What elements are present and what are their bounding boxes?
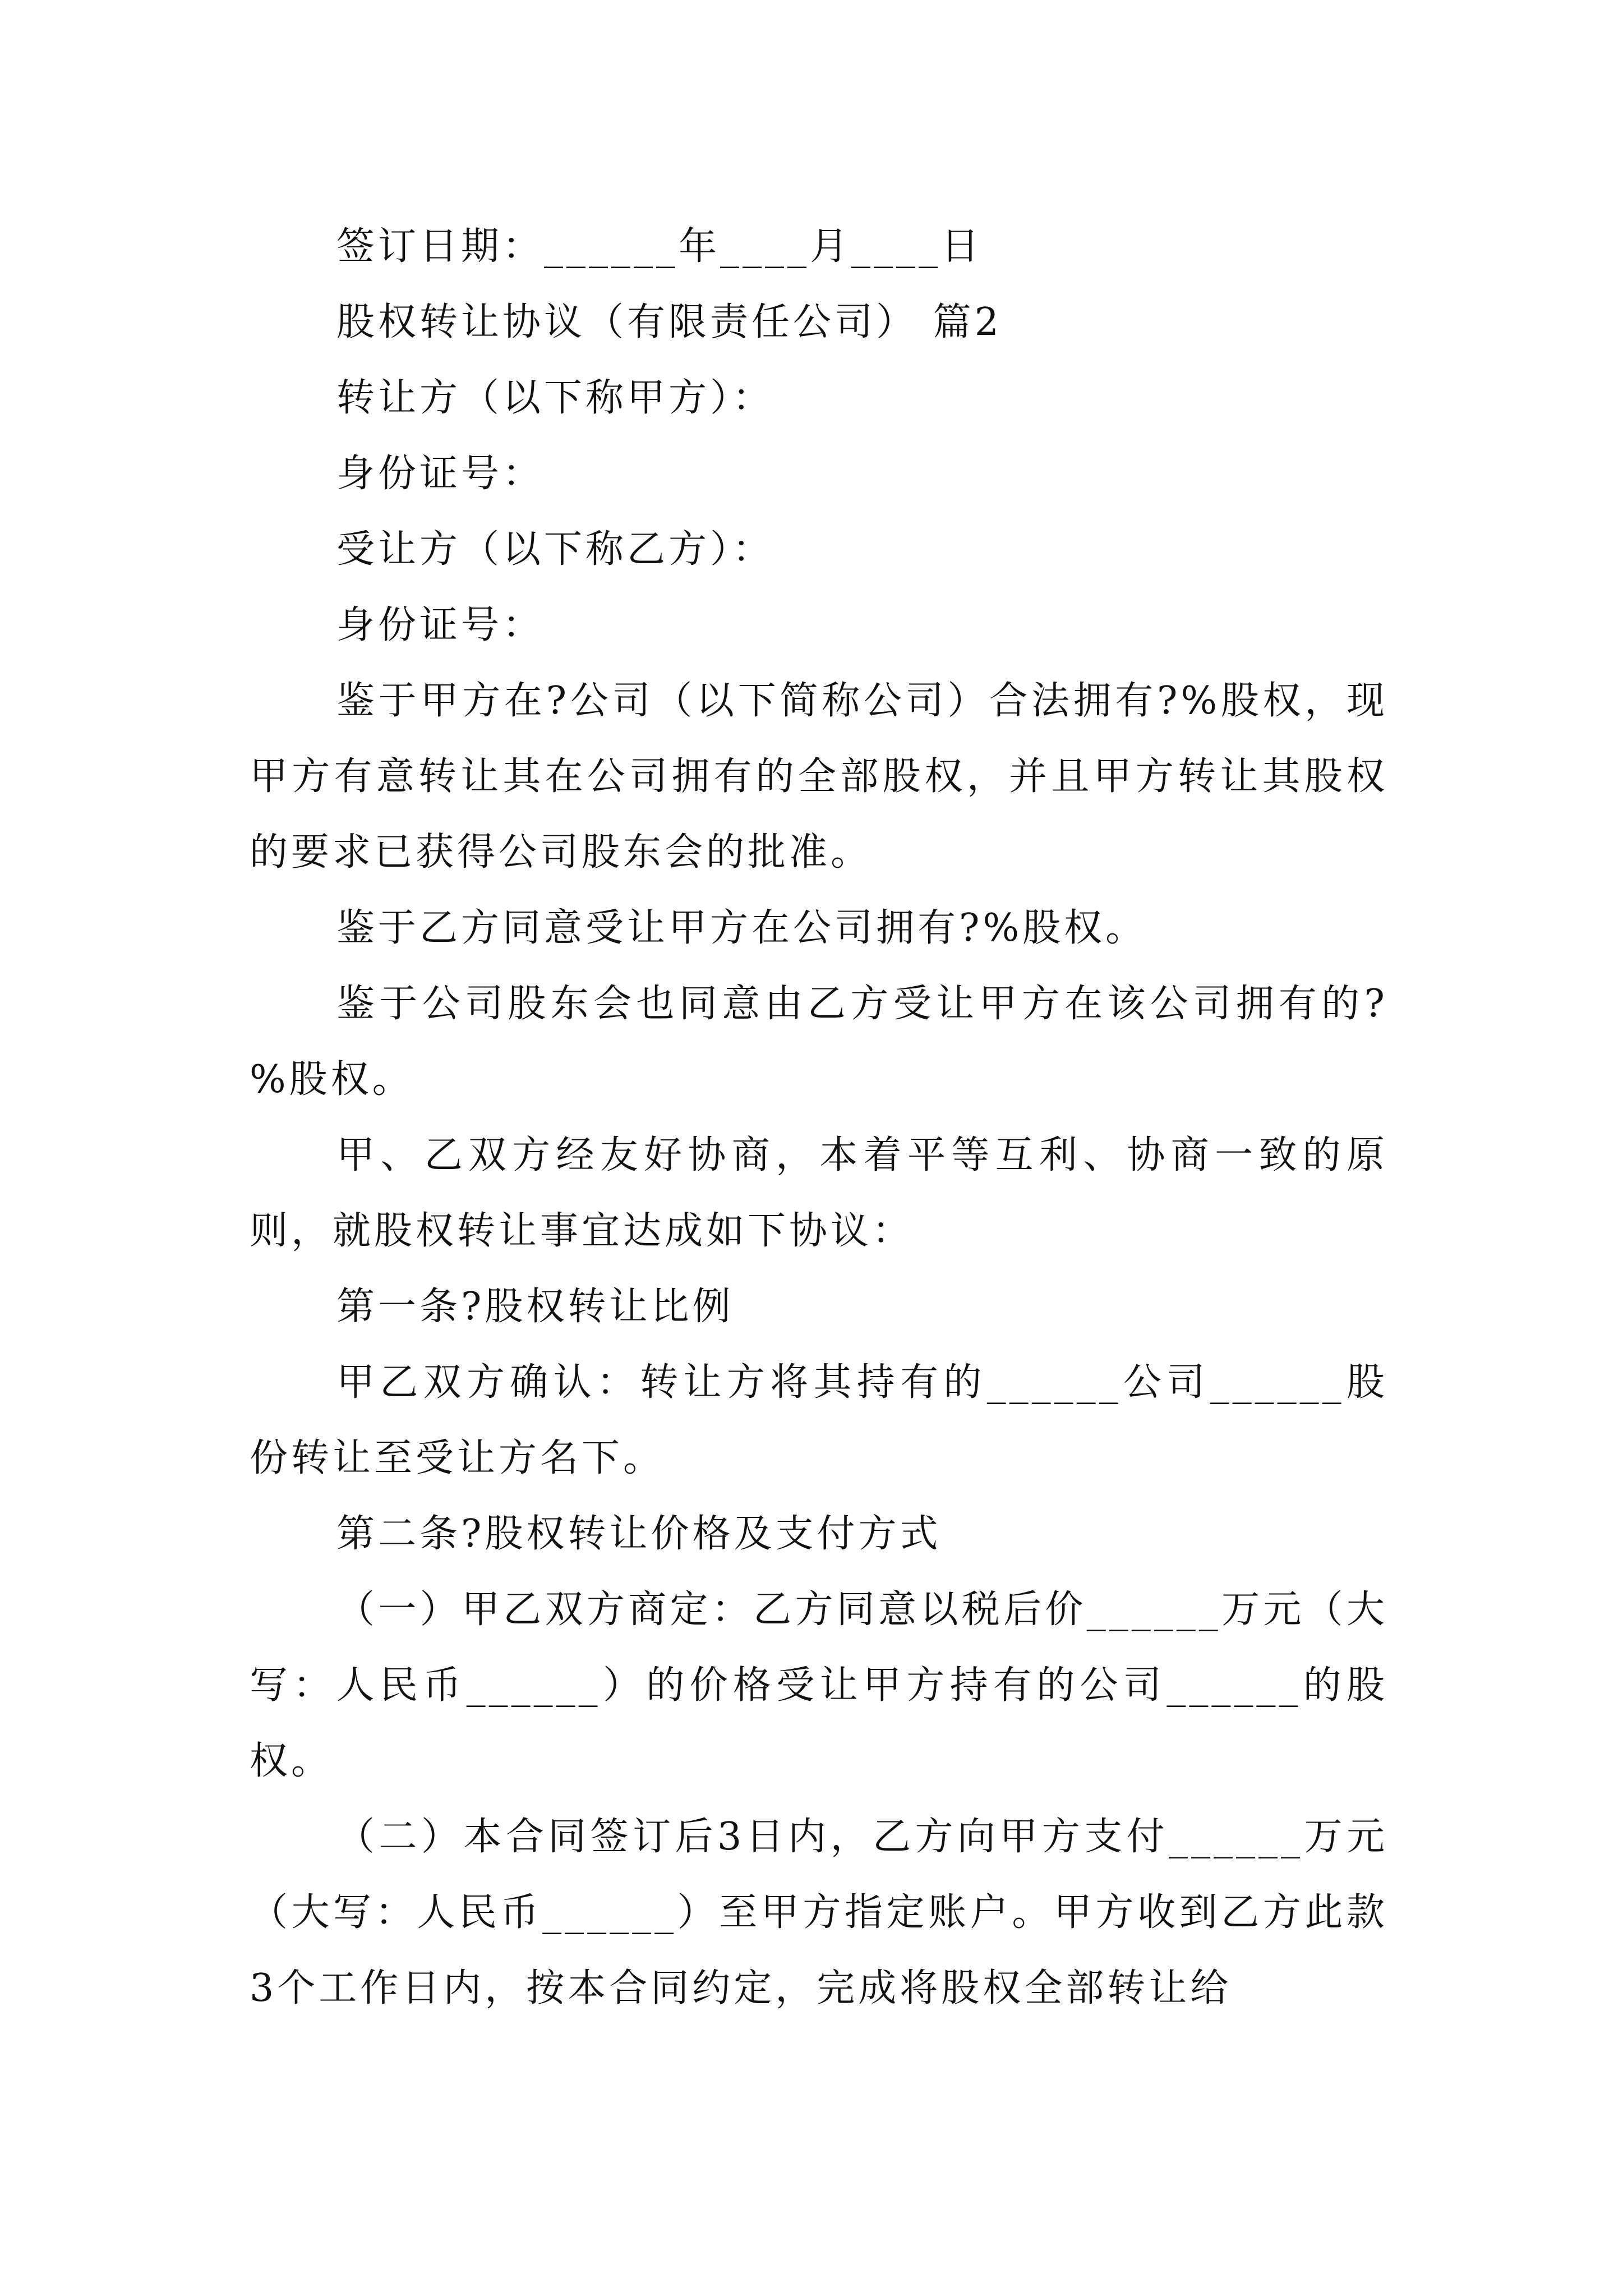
recital-paragraph-4: 甲、乙双方经友好协商，本着平等互利、协商一致的原则，就股权转让事宜达成如下协议： [250,1133,1388,1253]
article-1-body: 甲乙双方确认：转让方将其持有的______公司______股份转让至受让方名下。 [250,1360,1388,1480]
agreement-title: 股权转让协议（有限责任公司） 篇2 [336,300,1002,344]
transferee-id-line: 身份证号： [336,603,545,647]
transferor-line: 转让方（以下称甲方）： [336,376,774,420]
article-1-heading: 第一条?股权转让比例 [336,1285,734,1329]
recital-paragraph-1: 鉴于甲方在?公司（以下简称公司）合法拥有?%股权，现甲方有意转让其在公司拥有的全部股权，并且甲方转让其股权的要求已获得公司股东会的批准。 [250,679,1388,875]
article-2-clause-2: （二）本合同签订后3日内，乙方向甲方支付______万元（大写：人民币______）至甲方指定账户。甲方收到乙方此款3个工作日内，按本合同约定，完成将股权全部转让给 [250,1815,1388,2010]
transferor-id-line: 身份证号： [336,452,545,496]
article-2-heading: 第二条?股权转让价格及支付方式 [336,1512,942,1556]
document-body [250,209,1388,2026]
signing-date-line: 签订日期：______年____月____日 [336,224,983,269]
recital-paragraph-3: 鉴于公司股东会也同意由乙方受让甲方在该公司拥有的?%股权。 [250,982,1388,1102]
article-2-clause-1: （一）甲乙双方商定：乙方同意以税后价______万元（大写：人民币______）的价格受让甲方持有的公司______的股权。 [250,1588,1388,1783]
transferee-line: 受让方（以下称乙方）： [336,527,774,572]
recital-paragraph-2: 鉴于乙方同意受让甲方在公司拥有?%股权。 [336,906,1147,950]
